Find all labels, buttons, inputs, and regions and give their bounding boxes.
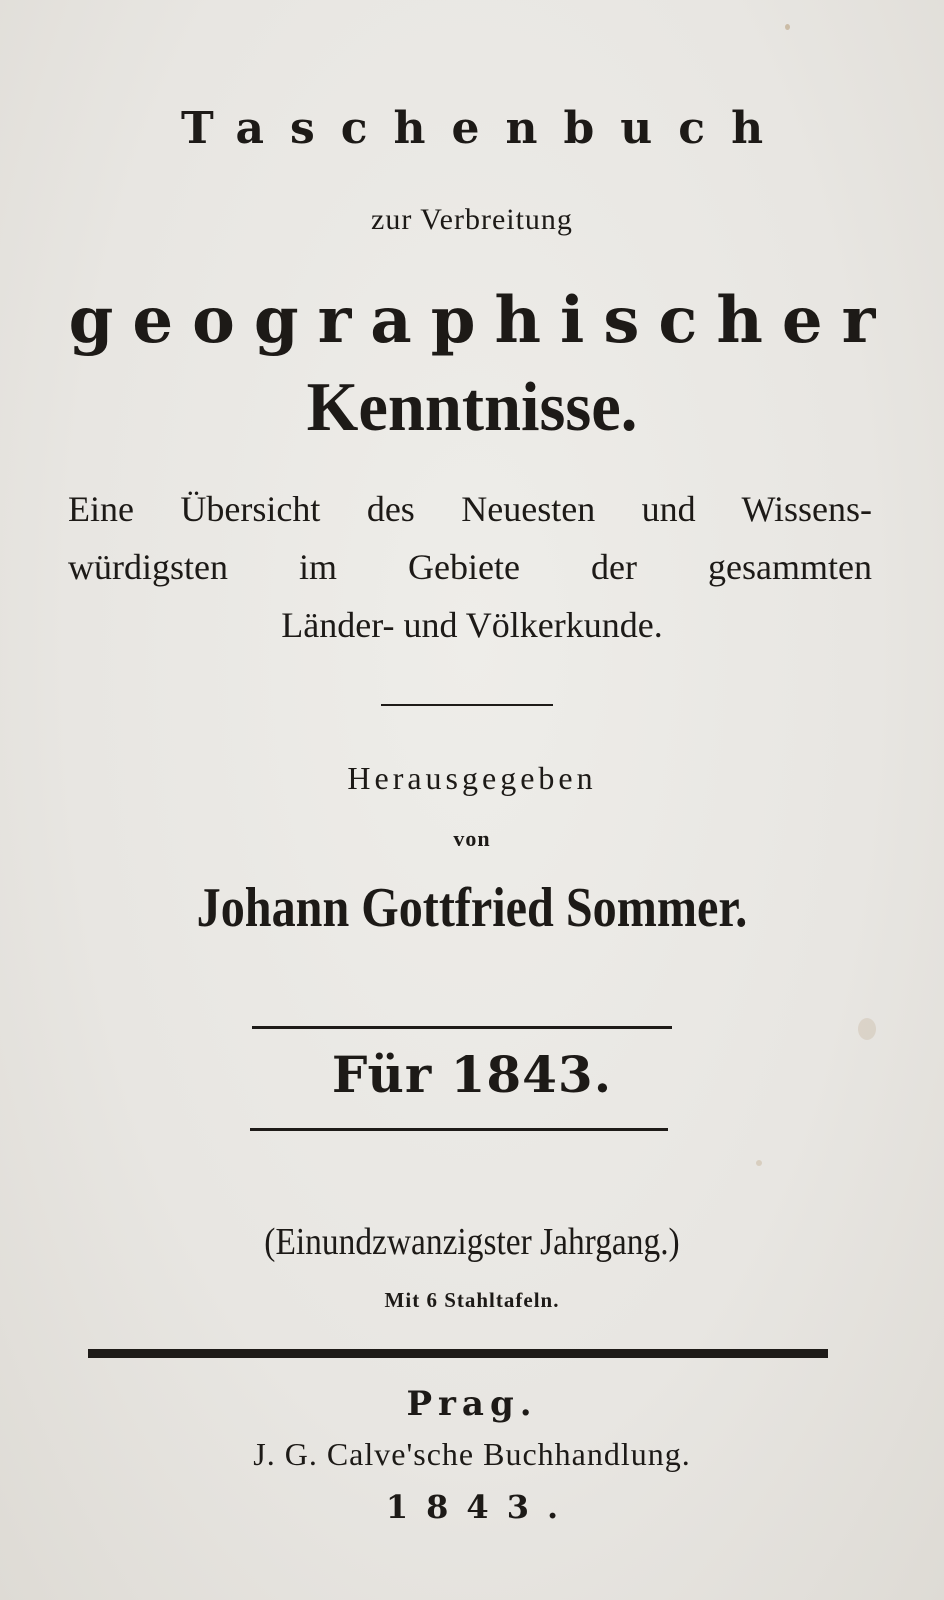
title-geographischer: geographischer bbox=[68, 283, 895, 358]
volume-number: (Einundzwanzigster Jahrgang.) bbox=[264, 1221, 680, 1263]
divider-short bbox=[381, 704, 553, 706]
title-kenntnisse: Kenntnisse. bbox=[306, 369, 638, 446]
plates-note: Mit 6 Stahltafeln. bbox=[384, 1288, 560, 1312]
divider-year-top bbox=[252, 1026, 672, 1029]
editor-von: von bbox=[453, 826, 491, 851]
year-heading: Für 1843. bbox=[331, 1045, 613, 1104]
subtitle-line-1: Eine Übersicht des Neuesten und Wissens- bbox=[68, 489, 872, 529]
divider-year-bottom bbox=[250, 1128, 668, 1131]
title-taschenbuch: Taschenbuch bbox=[180, 103, 790, 154]
paper-stain bbox=[858, 1018, 876, 1040]
imprint-publisher: J. G. Calve'sche Buchhandlung. bbox=[253, 1436, 691, 1472]
divider-thick bbox=[88, 1349, 828, 1358]
title-zur-verbreitung: zur Verbreitung bbox=[371, 203, 573, 236]
editor-intro: Herausgegeben bbox=[347, 760, 597, 796]
paper-speck bbox=[785, 24, 790, 30]
paper-speck bbox=[756, 1160, 762, 1166]
subtitle-line-2: würdigsten im Gebiete der gesammten bbox=[68, 547, 872, 587]
imprint-year: 1843. bbox=[385, 1488, 577, 1526]
editor-name: Johann Gottfried Sommer. bbox=[196, 877, 748, 939]
imprint-place: Prag. bbox=[406, 1384, 538, 1424]
subtitle-line-3: Länder- und Völkerkunde. bbox=[281, 605, 663, 645]
